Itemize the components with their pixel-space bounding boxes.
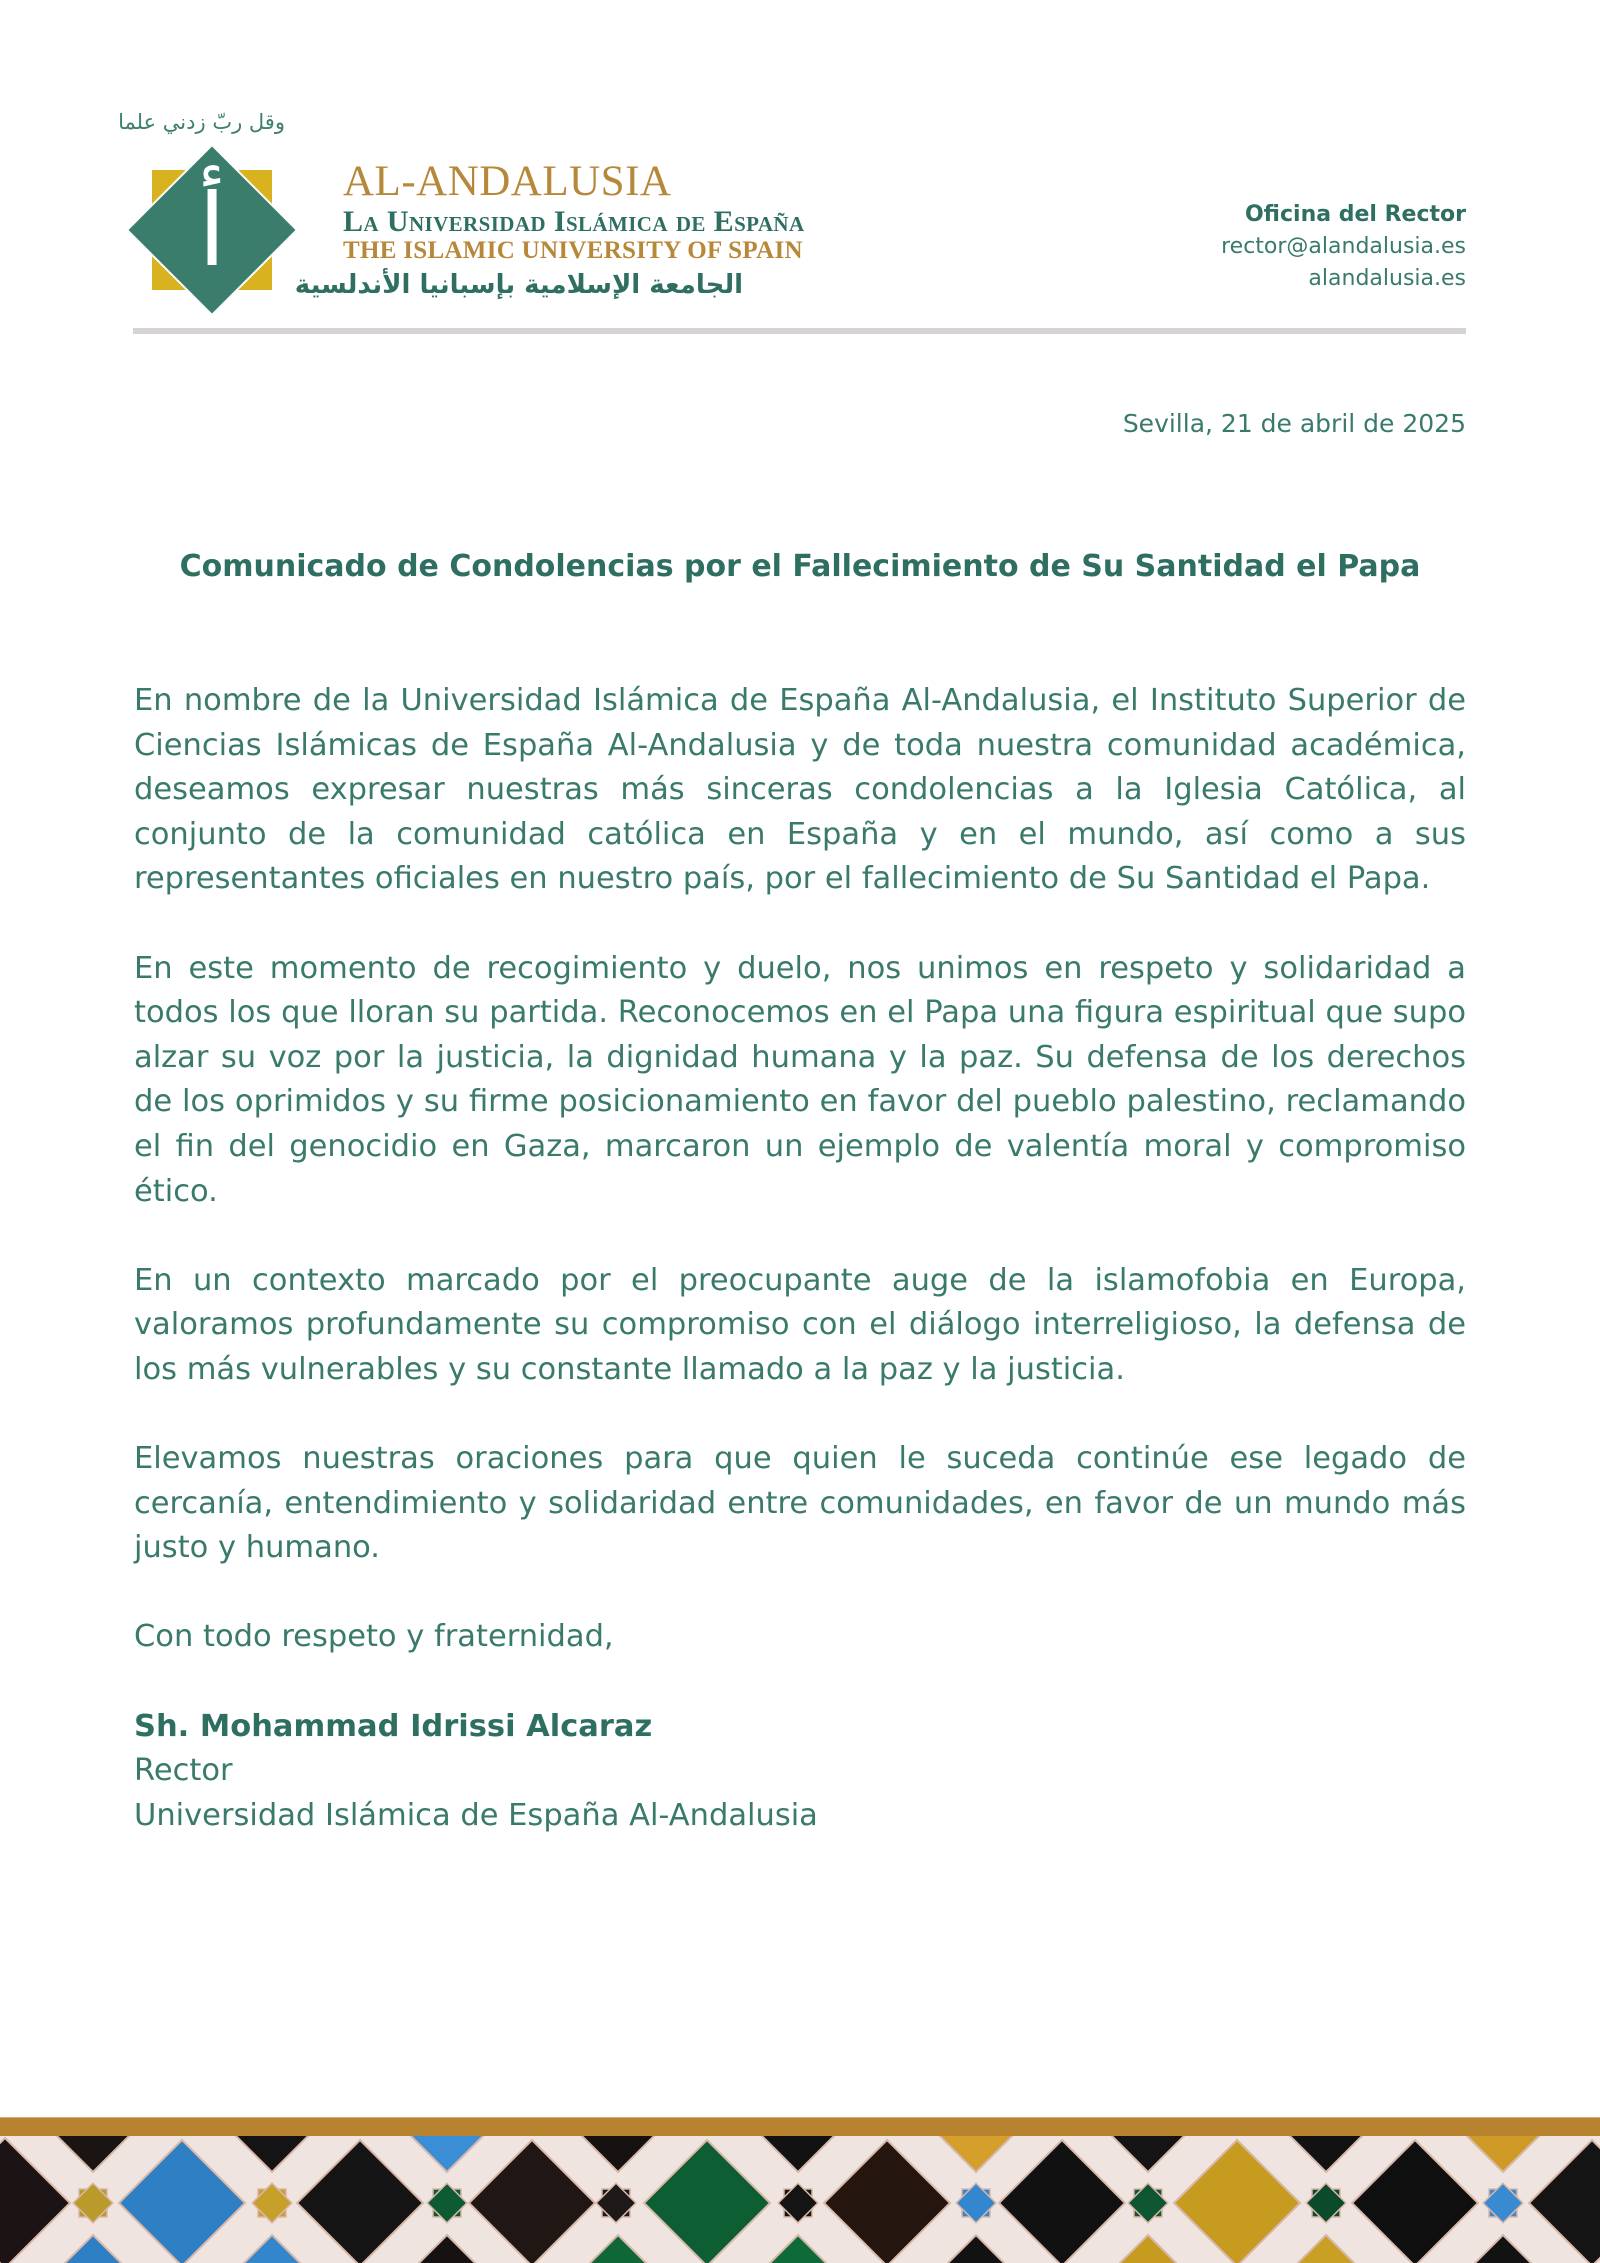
paragraph: En nombre de la Universidad Islámica de España Al-Andalusia, el Instituto Superior de Ciencias Islámicas de España Al-Andalusia y de toda nuestra comunidad académica, deseamos expresar nuestras más sinceras condolencias a la Iglesia Católica, al conjunto de la comunidad católica en España y en el mundo, así como a sus representantes oficiales en nuestro país, por el fallecimiento de Su Santidad el Papa.: [134, 683, 1466, 897]
office-title: Oficina del Rector: [1244, 202, 1466, 227]
closing: Con todo respeto y fraternidad,: [134, 1619, 614, 1655]
signature-name: Sh. Mohammad Idrissi Alcaraz: [134, 1708, 653, 1744]
brand-name: AL-ANDALUSIA: [343, 158, 672, 205]
letter-body: [134, 679, 1466, 1838]
letter-title: Comunicado de Condolencias por el Fallecimiento de Su Santidad el Papa: [179, 549, 1421, 584]
brand-name-english: THE ISLAMIC UNIVERSITY OF SPAIN: [343, 237, 803, 264]
paragraph: En este momento de recogimiento y duelo, nos unimos en respeto y solidaridad a todos los que lloran su partida. Reconocemos en el Papa una figura espiritual que supo alzar su voz por la justicia, la dignidad humana y la paz. Su defensa de los derechos de los oprimidos y su firme posicionamiento en favor del pueblo palestino, reclamando el fin del genocidio en Gaza, marcaron un ejemplo de valentía moral y compromiso ético.: [134, 950, 1466, 1209]
office-website-link[interactable]: alandalusia.es: [1308, 266, 1466, 291]
logo-motto: وقل ربّ زدني علما: [118, 110, 285, 134]
letter-date: Sevilla, 21 de abril de 2025: [1122, 409, 1466, 438]
office-contact: [1221, 199, 1466, 295]
paragraph: Elevamos nuestras oraciones para que quien le suceda continúe ese legado de cercanía, entendimiento y solidaridad entre comunidades, en favor de un mundo más justo y humano.: [134, 1441, 1466, 1566]
footer-gold-band: [0, 2117, 1600, 2137]
brand-name-spanish: La Universidad Islámica de España: [343, 205, 805, 238]
office-email-link[interactable]: rector@alandalusia.es: [1221, 234, 1466, 259]
signature-role: Rector: [134, 1753, 233, 1789]
paragraph: En un contexto marcado por el preocupante auge de la islamofobia en Europa, valoramos profundamente su compromiso con el diálogo interreligioso, la defensa de los más vulnerables y su constante llamado a la paz y la justicia.: [134, 1262, 1466, 1387]
zellige-tiles-icon: [0, 2136, 1600, 2263]
signature-institution: Universidad Islámica de España Al-Andalusia: [134, 1797, 818, 1833]
logo-alif-letter: أ: [198, 172, 226, 289]
signature-block: [134, 1705, 1466, 1839]
header-divider: [133, 328, 1466, 334]
brand-name-arabic: الجامعة الإسلامية بإسبانيا الأندلسية: [294, 270, 743, 300]
footer-tile-pattern: [0, 2136, 1600, 2263]
